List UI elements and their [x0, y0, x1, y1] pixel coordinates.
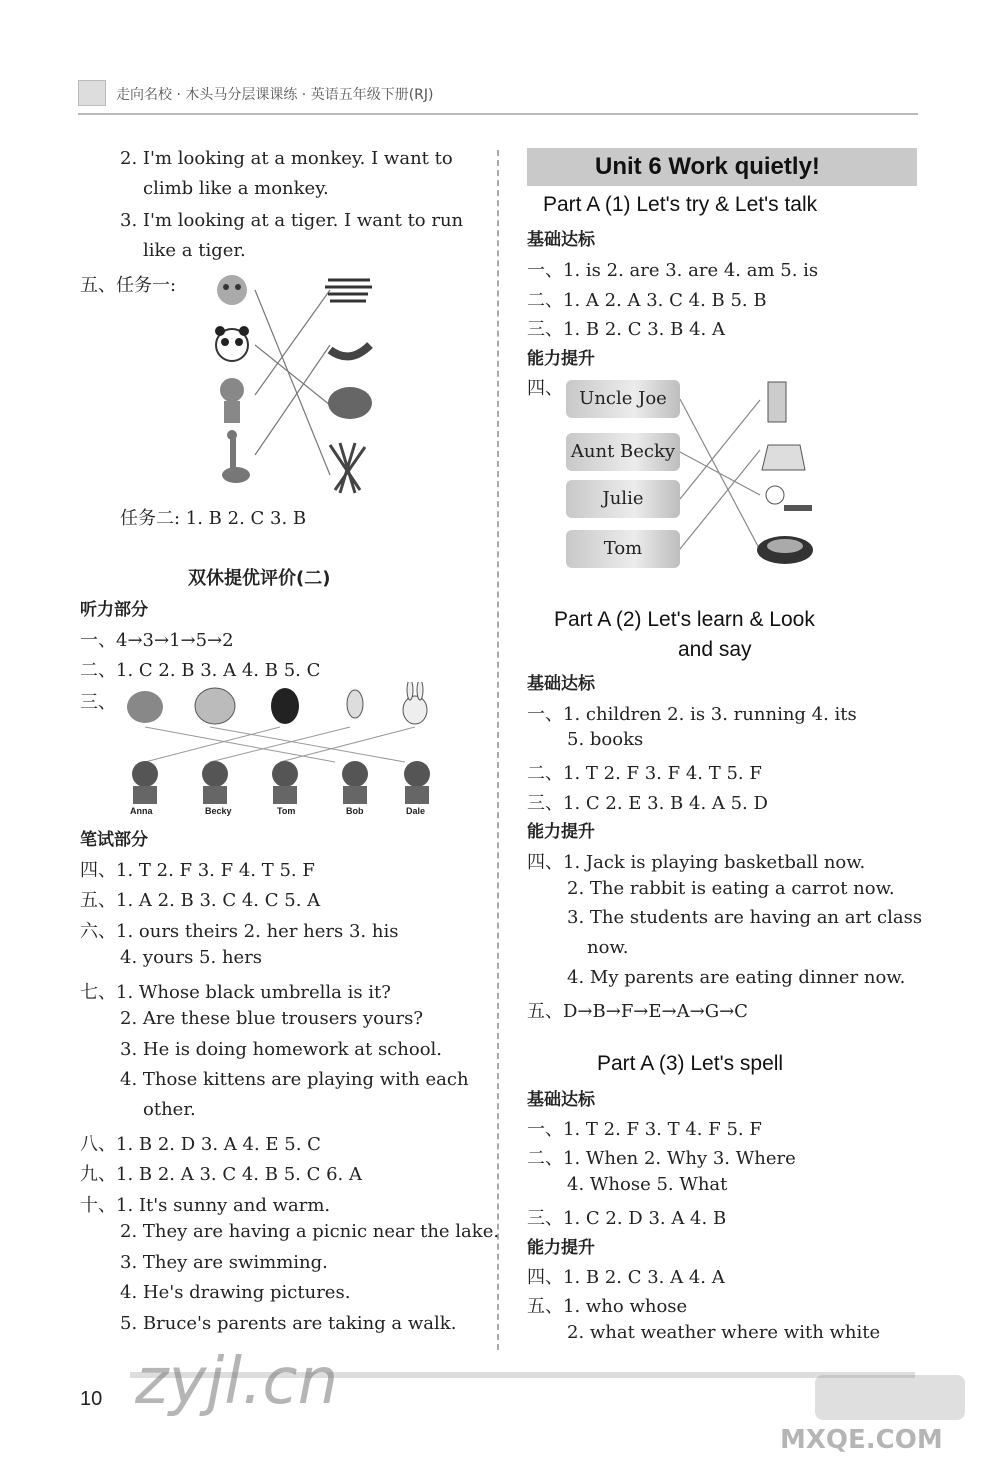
answer-line: 八、1. B 2. D 3. A 4. E 5. C — [80, 1134, 321, 1155]
answer-line: 二、1. T 2. F 3. F 4. T 5. F — [527, 763, 762, 784]
answer-line: 4. He's drawing pictures. — [120, 1282, 351, 1303]
name-pill-julie: Julie — [566, 480, 680, 518]
table-tennis-icon — [766, 486, 812, 511]
cleaning-icon — [768, 382, 786, 422]
column-divider — [497, 150, 499, 1350]
cat-icon — [127, 691, 163, 723]
answer-line: other. — [143, 1099, 196, 1120]
section-title: 双休提优评价(二) — [188, 568, 331, 589]
answer-line: 3. They are swimming. — [120, 1252, 328, 1273]
bird-icon — [347, 690, 363, 718]
answer-line: 五、D→B→F→E→A→G→C — [527, 1001, 748, 1022]
kid-becky-icon — [202, 761, 228, 804]
answer-line: 四、1. B 2. C 3. A 4. A — [527, 1267, 725, 1288]
answer-line: 四、 — [527, 378, 563, 399]
part-title: Part A (3) Let's spell — [597, 1052, 784, 1075]
task1-label: 五、任务一: — [80, 275, 177, 296]
answer-line: 三、1. C 2. D 3. A 4. B — [527, 1208, 727, 1229]
answer-line: now. — [587, 937, 629, 958]
part-title: Part A (2) Let's learn & Look — [554, 608, 815, 631]
cooking-icon — [757, 536, 813, 564]
kid-name: Dale — [406, 806, 426, 816]
answer-line: 4. Those kittens are playing with each — [120, 1069, 469, 1090]
answer-line: 2. Are these blue trousers yours? — [120, 1008, 424, 1029]
name-pill-uncle-joe: Uncle Joe — [566, 380, 680, 418]
answer-line: 六、1. ours theirs 2. her hers 3. his — [80, 921, 399, 942]
kid-tom-icon — [272, 761, 298, 804]
basic-heading: 基础达标 — [527, 230, 595, 250]
answer-line: 2. The rabbit is eating a carrot now. — [567, 878, 895, 899]
part-title: and say — [678, 638, 752, 661]
meat-icon — [328, 387, 372, 419]
chores-matching-diagram — [680, 370, 820, 580]
answer-line: 3. The students are having an art class — [567, 907, 923, 928]
answer-line: 4. yours 5. hers — [120, 947, 263, 968]
kid-name: Tom — [277, 806, 296, 816]
answer-line: 四、1. Jack is playing basketball now. — [527, 852, 866, 873]
watermark-logo-icon — [815, 1375, 965, 1420]
kid-name: Bob — [346, 806, 364, 816]
kid-name: Anna — [130, 806, 153, 816]
answer-line: 九、1. B 2. A 3. C 4. B 5. C 6. A — [80, 1164, 362, 1185]
answer-line: 2. They are having a picnic near the lake. — [120, 1221, 500, 1242]
answer-line: 一、4→3→1→5→2 — [80, 630, 234, 651]
kid-name: Becky — [205, 806, 232, 816]
dog-icon — [271, 688, 299, 724]
animal-matching-diagram — [210, 265, 380, 500]
grass-icon — [325, 280, 372, 301]
answer-line: 3. He is doing homework at school. — [120, 1039, 443, 1060]
fishbowl-icon — [195, 688, 235, 724]
answer-line: 四、1. T 2. F 3. F 4. T 5. F — [80, 860, 315, 881]
basic-heading: 基础达标 — [527, 674, 595, 694]
dishes-icon — [762, 445, 805, 470]
monkey-icon — [220, 378, 244, 423]
answer-line: 4. Whose 5. What — [567, 1174, 728, 1195]
watermark-left: zyjl.cn — [135, 1345, 339, 1419]
answer-line: 十、1. It's sunny and warm. — [80, 1195, 331, 1216]
answer-line: 二、1. C 2. B 3. A 4. B 5. C — [80, 660, 321, 681]
watermark-right: MXQE.COM — [780, 1425, 943, 1455]
ability-heading: 能力提升 — [527, 1238, 595, 1258]
answer-line: 4. My parents are eating dinner now. — [567, 967, 906, 988]
answer-line: 2. I'm looking at a monkey. I want to — [120, 148, 453, 169]
answer-line: 五、1. who whose — [527, 1296, 688, 1317]
writing-heading: 笔试部分 — [80, 830, 148, 850]
answer-line: 一、1. children 2. is 3. running 4. its — [527, 704, 857, 725]
answer-line: 五、1. A 2. B 3. C 4. C 5. A — [80, 890, 321, 911]
giraffe-icon — [222, 430, 250, 483]
ability-heading: 能力提升 — [527, 349, 595, 369]
header-logo — [78, 80, 106, 106]
header-text: 走向名校 · 木头马分层课课练 · 英语五年级下册(RJ) — [116, 87, 434, 103]
answer-line: 一、1. T 2. F 3. T 4. F 5. F — [527, 1119, 762, 1140]
tiger-icon — [217, 275, 247, 305]
basic-heading: 基础达标 — [527, 1090, 595, 1110]
name-pill-tom: Tom — [566, 530, 680, 568]
kid-dale-icon — [404, 761, 430, 804]
page-number: 10 — [80, 1388, 103, 1410]
bamboo-icon — [330, 443, 365, 493]
rabbit-icon — [403, 682, 427, 724]
name-pill-aunt-becky: Aunt Becky — [566, 433, 680, 471]
answer-line: like a tiger. — [143, 240, 246, 261]
answer-line: 三、 — [80, 692, 116, 713]
answer-line: 2. what weather where with white — [567, 1322, 881, 1343]
part-title: Part A (1) Let's try & Let's talk — [543, 193, 818, 216]
unit-title: Unit 6 Work quietly! — [595, 153, 820, 180]
ability-heading: 能力提升 — [527, 822, 595, 842]
answer-line: 二、1. When 2. Why 3. Where — [527, 1148, 796, 1169]
answer-line: 三、1. B 2. C 3. B 4. A — [527, 319, 725, 340]
task2-answers: 任务二: 1. B 2. C 3. B — [120, 508, 307, 529]
answer-line: 三、1. C 2. E 3. B 4. A 5. D — [527, 793, 768, 814]
panda-icon — [215, 326, 249, 361]
kid-anna-icon — [132, 761, 158, 804]
answer-line: 一、1. is 2. are 3. are 4. am 5. is — [527, 260, 819, 281]
kid-bob-icon — [342, 761, 368, 804]
answer-line: 5. Bruce's parents are taking a walk. — [120, 1313, 457, 1334]
answer-line: climb like a monkey. — [143, 178, 329, 199]
answer-line: 二、1. A 2. A 3. C 4. B 5. B — [527, 290, 767, 311]
listening-heading: 听力部分 — [80, 600, 148, 620]
pets-kids-matching-diagram — [115, 682, 445, 822]
answer-line: 七、1. Whose black umbrella is it? — [80, 982, 391, 1003]
answer-line: 3. I'm looking at a tiger. I want to run — [120, 210, 464, 231]
bananas-icon — [330, 345, 370, 356]
answer-line: 5. books — [567, 729, 644, 750]
header-rule — [78, 113, 918, 115]
